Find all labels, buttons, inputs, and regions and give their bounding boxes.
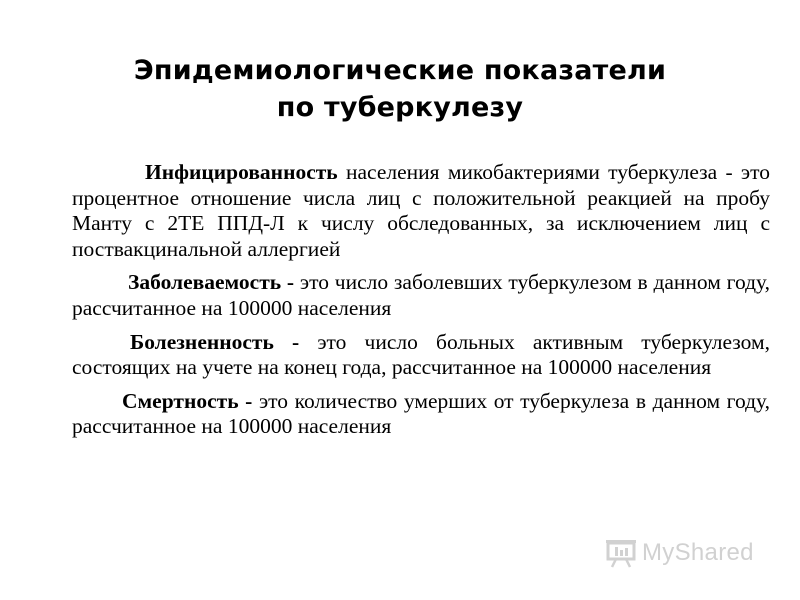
slide-title-line-2: по туберкулезу: [276, 92, 524, 123]
term-prevalence: Болезненность -: [130, 329, 300, 354]
paragraph-incidence: [72, 270, 770, 321]
slide-title-line-1: Эпидемиологические показатели: [133, 55, 667, 86]
definition-infection-rate: населения микобактериями туберкулеза - это процентное отношение числа лиц с положительной реакцией на пробу Манту с 2ТЕ ППД-Л к числу обследованных, за исключением лиц с поствакцинальной аллергией: [72, 160, 770, 261]
slide-body: [72, 160, 770, 448]
term-infection-rate: Инфицированность: [145, 160, 338, 184]
definition-mortality: это количество умерших от туберкулеза в данном году, рассчитанное на 100000 населения: [72, 388, 770, 439]
definition-incidence: это число заболевших туберкулезом в данном году, рассчитанное на 100000 населения: [72, 270, 771, 320]
presentation-board-icon: [604, 538, 638, 568]
term-mortality: Смертность -: [122, 388, 253, 413]
paragraph-prevalence: [72, 330, 770, 381]
slide-title: [60, 52, 740, 126]
paragraph-mortality: [72, 389, 770, 440]
watermark: [604, 538, 754, 568]
paragraph-infection-rate: [72, 160, 770, 262]
term-incidence: Заболеваемость -: [128, 270, 295, 295]
watermark-text: MyShared: [642, 539, 754, 566]
definition-prevalence: это число больных активным туберкулезом, состоящих на учете на конец года, рассчитанное на 100000 населения: [72, 329, 770, 380]
